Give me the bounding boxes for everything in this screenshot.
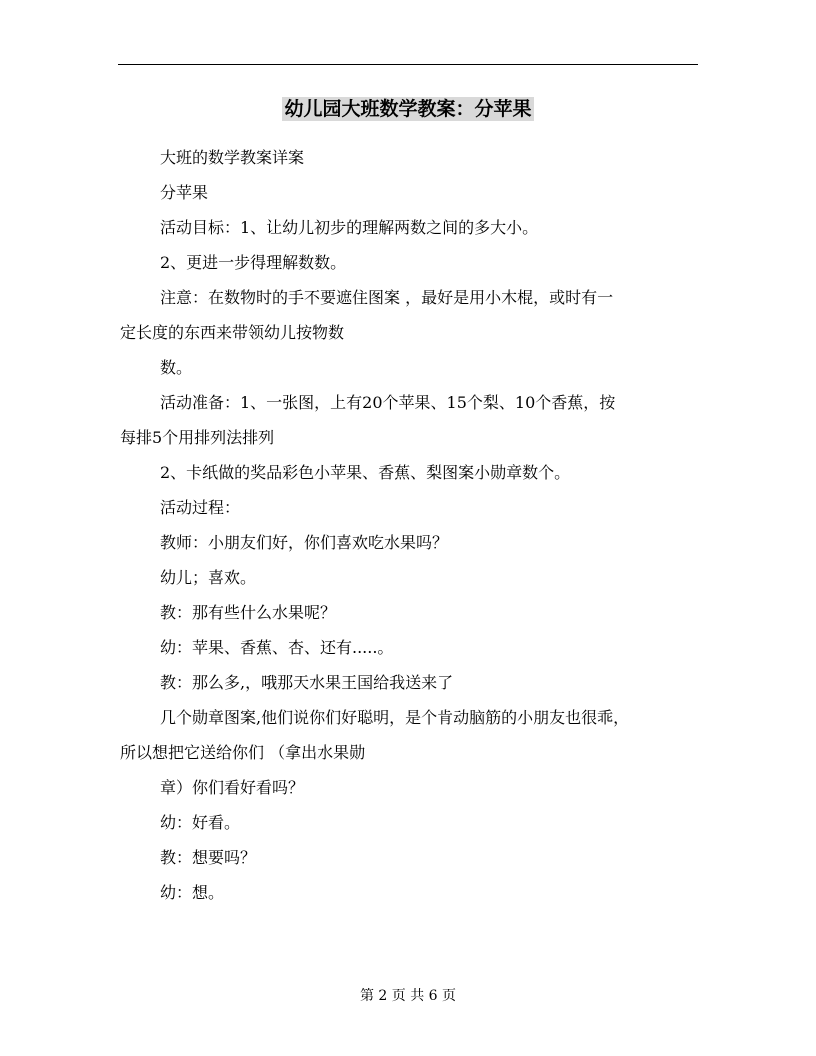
body-line: 注意：在数物时的手不要遮住图案 ，最好是用小木棍，或时有一: [160, 288, 614, 307]
body-line: 活动准备：1、一张图，上有20个苹果、15个梨、10个香蕉，按: [160, 393, 616, 412]
body-line: 活动过程：: [160, 498, 241, 517]
page-number-footer: 第 2 页 共 6 页: [359, 988, 457, 1004]
header-rule: [118, 64, 698, 65]
body-line: 2、卡纸做的奖品彩色小苹果、香蕉、梨图案小勋章数个。: [160, 463, 571, 482]
body-line: 大班的数学教案详案: [160, 148, 305, 167]
document-title-text: 幼儿园大班数学教案：分苹果: [284, 98, 532, 120]
body-line: 定长度的东西来带领幼儿按物数: [120, 323, 345, 342]
body-line: 分苹果: [160, 183, 209, 202]
body-line: 幼儿；喜欢。: [160, 568, 257, 587]
document-body: [120, 140, 702, 910]
body-line: 教师：小朋友们好，你们喜欢吃水果吗？: [160, 533, 449, 552]
body-line: 幼：苹果、香蕉、杏、还有.....。: [160, 638, 394, 657]
body-line: 教：那么多,，哦那天水果王国给我送来了: [160, 673, 454, 692]
body-line: 教：那有些什么水果呢？: [160, 603, 337, 622]
body-line: 数。: [160, 358, 193, 377]
body-line: 2、更进一步得理解数数。: [160, 253, 347, 272]
body-line: 几个勋章图案,他们说你们好聪明，是个肯动脑筋的小朋友也很乖，: [160, 708, 630, 727]
document-title: [0, 96, 816, 122]
body-line: 幼：想。: [160, 883, 225, 902]
body-line: 幼：好看。: [160, 813, 241, 832]
body-line: 活动目标：1、让幼儿初步的理解两数之间的多大小。: [160, 218, 539, 237]
body-line: 所以想把它送给你们 （拿出水果勋: [120, 743, 366, 762]
body-line: 每排5个用排列法排列: [120, 428, 275, 447]
body-line: 章）你们看好看吗？: [160, 778, 305, 797]
body-line: 教：想要吗？: [160, 848, 257, 867]
